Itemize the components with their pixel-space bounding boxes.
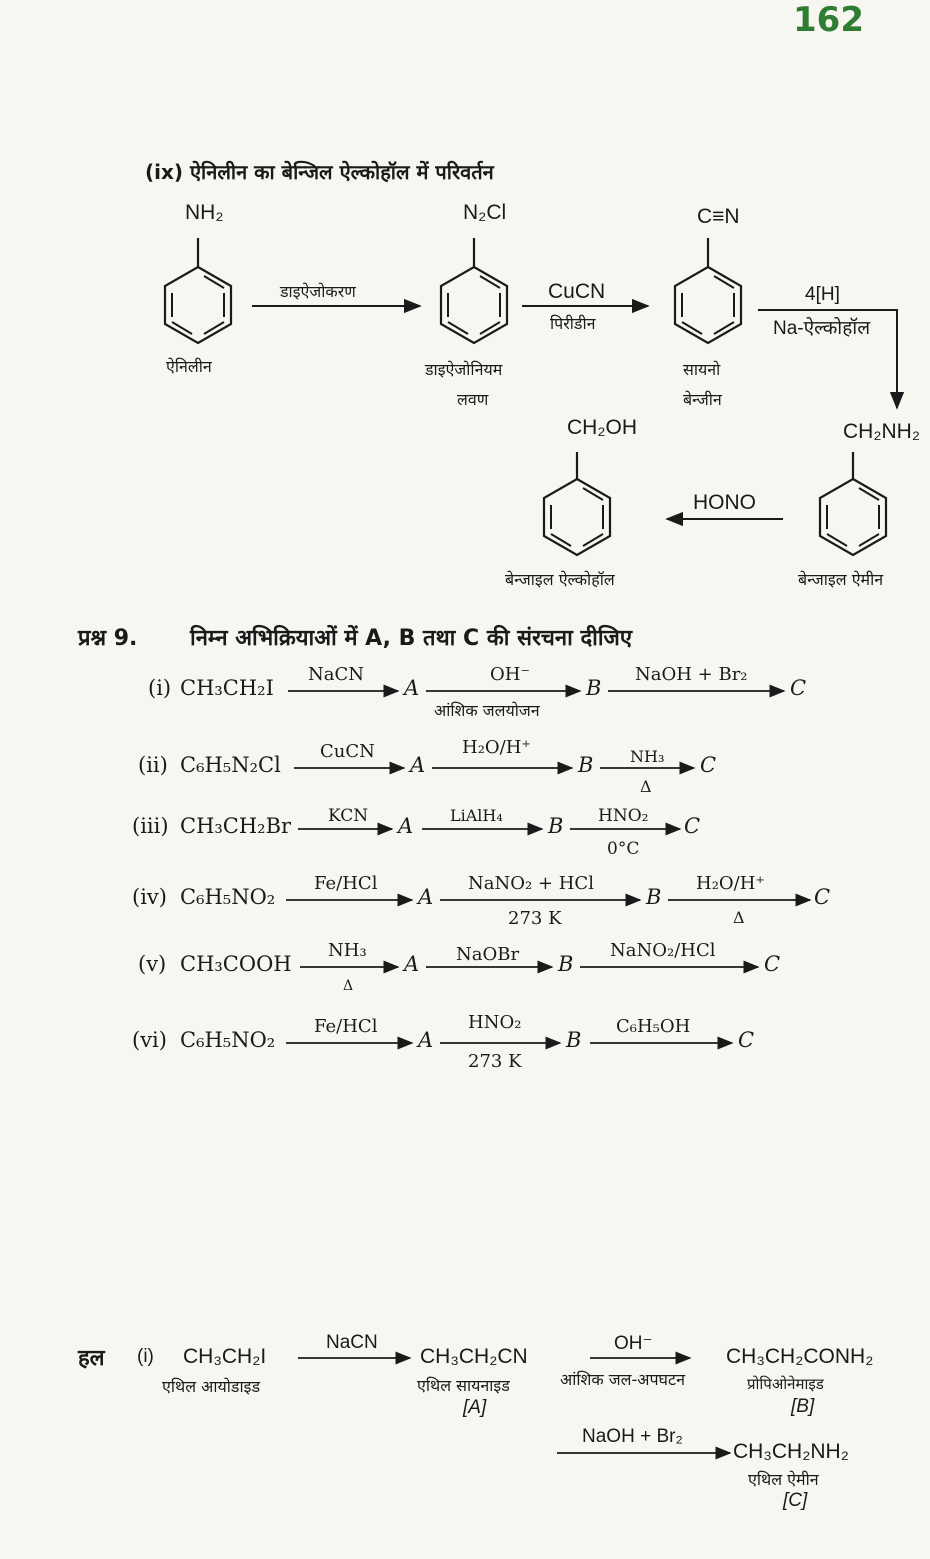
reaction-ii-product-a: A [410,753,426,777]
solution-tag-b: [B] [791,1396,815,1417]
cyano-group: C≡N [697,205,740,228]
benzyl-alcohol-benzene-ring [544,452,610,555]
reaction-v-reagent2: NaOBr [456,944,520,965]
reaction-ii-number: (ii) [138,753,168,777]
cucn-reagent-bottom: पिरीडीन [550,314,596,333]
reaction-v-start: CH₃COOH [180,952,292,976]
question-text: निम्न अभिक्रियाओं में A, B तथा C की संरचना दीजिए [190,626,633,651]
reaction-i-number: (i) [148,676,172,700]
reaction-i-reagent2-top: OH⁻ [490,664,530,685]
reaction-iv-reagent2-bottom: 273 K [508,908,562,929]
reaction-v-reagent3: NaNO₂/HCl [610,940,716,961]
reaction-vi-reagent1: Fe/HCl [314,1016,378,1037]
reaction-ii-product-b: B [578,753,594,777]
solution-start-name: एथिल आयोडाइड [162,1377,261,1396]
reaction-v-product-a: A [404,952,420,976]
reaction-iv-number: (iv) [132,885,167,909]
cucn-reagent-top: CuCN [548,280,606,303]
reaction-iv-product-b: B [646,885,662,909]
solution-product-a-name: एथिल सायनाइड [417,1376,510,1395]
reaction-i-start: CH₃CH₂I [180,676,274,700]
solution-product-a: CH₃CH₂CN [420,1345,528,1368]
reaction-i-reagent2-bottom: आंशिक जलयोजन [434,701,540,720]
solution-reagent3: NaOH + Br₂ [582,1426,683,1447]
benzylamine-group: CH₂NH₂ [843,420,920,443]
reaction-ii-reagent3-bottom: Δ [640,777,652,796]
reaction-v-reagent1-top: NH₃ [328,940,367,961]
hono-reagent: HONO [693,491,756,514]
reaction-iv-product-a: A [418,885,434,909]
reaction-iv-start: C₆H₅NO₂ [180,885,276,909]
reaction-iii-start: CH₃CH₂Br [180,814,292,838]
reaction-i-product-c: C [790,676,807,700]
reaction-iii-reagent1: KCN [328,806,369,826]
reaction-ii-reagent3-top: NH₃ [630,747,665,766]
reduction-reagent-bottom: Na-ऐल्कोहॉल [773,318,871,339]
reaction-iii-product-a: A [398,814,414,838]
diazo-group: N₂Cl [463,201,507,224]
reaction-iii-number: (iii) [132,814,169,838]
diazo-name-line1: डाइऐजोनियम [425,360,503,379]
aniline-name: ऐनिलीन [166,357,212,376]
reaction-v-product-b: B [558,952,574,976]
reaction-vi-product-c: C [738,1028,755,1052]
cyanobenzene-benzene-ring [675,238,741,343]
reaction-iv-reagent3-top: H₂O/H⁺ [696,873,765,894]
solution-tag-c: [C] [783,1490,808,1511]
reaction-vi-start: C₆H₅NO₂ [180,1028,276,1052]
solution-start: CH₃CH₂I [183,1345,267,1368]
solution-tag-a: [A] [463,1397,487,1418]
section-ix-title: (ix) ऐनिलीन का बेन्जिल ऐल्कोहॉल में परिवर्तन [145,160,494,184]
page-number: 162 [793,0,864,40]
solution-label: हल [78,1346,105,1371]
cyano-name-line1: सायनो [683,360,721,379]
reaction-v-reagent1-bottom: Δ [343,978,354,994]
reaction-ii-reagent1: CuCN [320,741,375,762]
benzyl-alcohol-group: CH₂OH [567,416,637,439]
reaction-ii-start: C₆H₅N₂Cl [180,753,281,777]
reduction-reagent-top: 4[H] [805,284,840,305]
reaction-vi-number: (vi) [132,1028,167,1052]
diazo-name-line2: लवण [457,390,489,409]
reaction-i-product-b: B [586,676,602,700]
reaction-iv-product-c: C [814,885,831,909]
reaction-iii-product-b: B [548,814,564,838]
reaction-v-number: (v) [138,952,167,976]
reaction-vi-reagent3: C₆H₅OH [616,1016,691,1037]
benzylamine-name: बेन्जाइल ऐमीन [798,570,884,589]
diazotization-reagent: डाइऐजोकरण [280,282,356,301]
solution-product-c: CH₃CH₂NH₂ [733,1440,849,1463]
reaction-v-product-c: C [764,952,781,976]
reaction-iii-reagent2: LiAlH₄ [450,806,503,825]
reaction-iv-reagent2-top: NaNO₂ + HCl [468,873,594,894]
reaction-iv-reagent1: Fe/HCl [314,873,378,894]
aniline-benzene-ring [165,238,231,343]
reaction-ii-reagent2: H₂O/H⁺ [462,737,531,758]
benzyl-alcohol-name: बेन्जाइल ऐल्कोहॉल [505,570,615,589]
reaction-iii-product-c: C [684,814,701,838]
reaction-vi-product-b: B [566,1028,582,1052]
solution-number: (i) [137,1346,154,1367]
aniline-group: NH₂ [185,201,224,224]
reaction-iii-reagent3-bottom: 0°C [607,839,640,859]
reaction-vi-reagent2-bottom: 273 K [468,1051,522,1072]
solution-product-b: CH₃CH₂CONH₂ [726,1345,874,1368]
reaction-iii-reagent3-top: HNO₂ [598,806,649,826]
reaction-i-product-a: A [404,676,420,700]
solution-product-b-name: प्रोपिओनेमाइड [747,1375,824,1393]
reaction-i-reagent3: NaOH + Br₂ [635,664,748,685]
reaction-i-reagent1: NaCN [308,664,365,685]
diazonium-benzene-ring [441,238,507,343]
reaction-ii-product-c: C [700,753,717,777]
question-label: प्रश्न 9. [78,626,138,651]
solution-reagent2-top: OH⁻ [614,1333,653,1354]
benzylamine-benzene-ring [820,452,886,555]
reaction-iv-reagent3-bottom: Δ [733,908,745,927]
solution-reagent1: NaCN [326,1332,378,1353]
solution-reagent2-bottom: आंशिक जल-अपघटन [560,1370,685,1389]
cyano-name-line2: बेन्जीन [683,390,722,409]
reaction-vi-product-a: A [418,1028,434,1052]
solution-product-c-name: एथिल ऐमीन [748,1470,819,1489]
reaction-vi-reagent2-top: HNO₂ [468,1012,522,1033]
